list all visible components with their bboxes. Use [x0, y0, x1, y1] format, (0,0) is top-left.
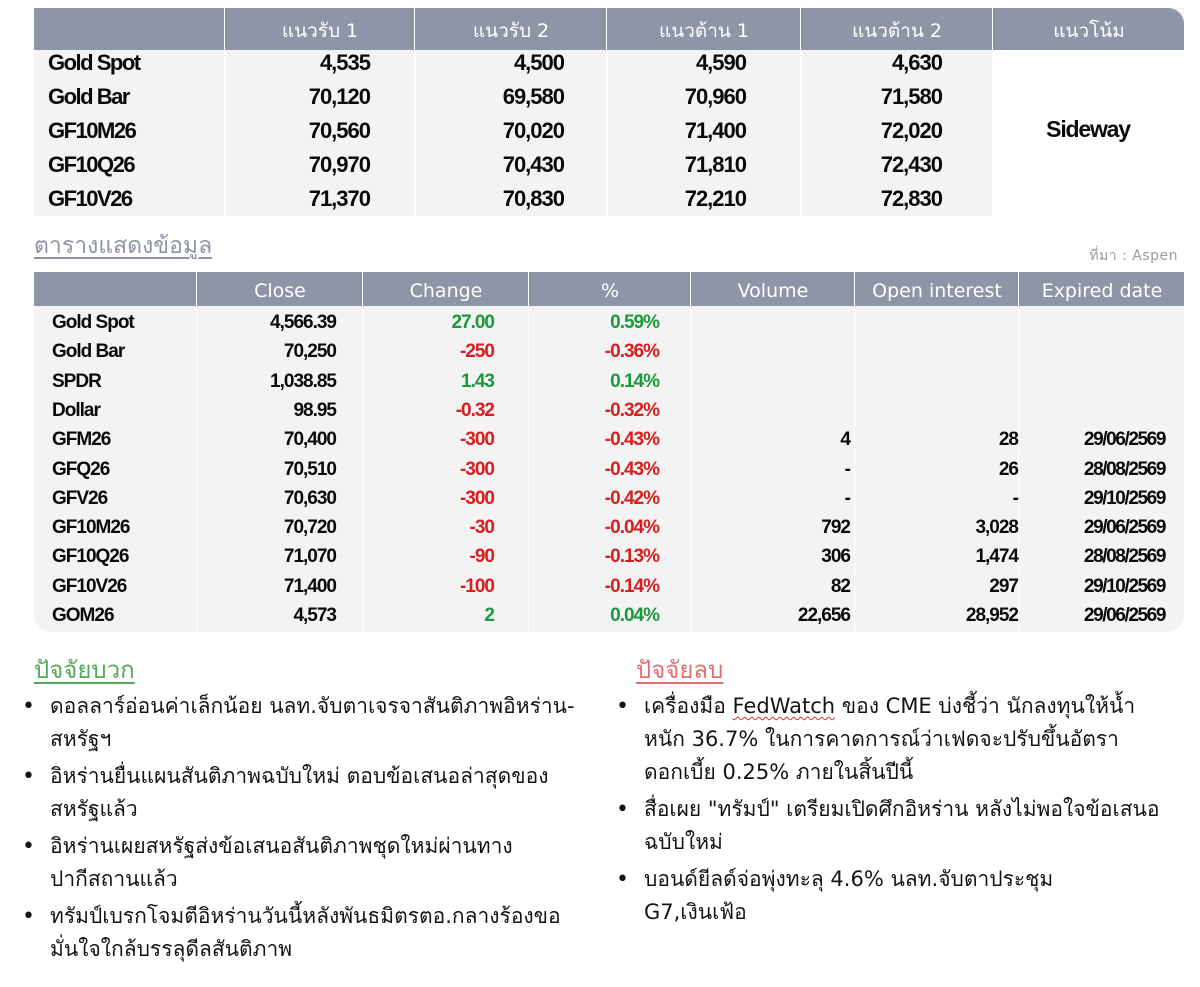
market-data-table	[34, 272, 1184, 632]
volume-value	[694, 337, 850, 366]
resistance-2-value: 71,580	[880, 84, 942, 109]
factor-text: ทรัมป์เบรกโจมตีอิหร่านวันนี้หลังพันธมิตรตอ.กลางร้องขอ มั่นใจใกล้บรรลุดีลสันติภาพ	[50, 904, 561, 961]
fedwatch-term: FedWatch	[732, 694, 836, 718]
levels-row-gold-spot	[34, 46, 992, 80]
volume-value: -	[844, 487, 850, 509]
percent-value: -0.36%	[604, 341, 659, 363]
negative-factors-title: ปัจจัยลบ	[636, 656, 724, 684]
table-row	[34, 367, 1184, 396]
row-label: Dollar	[52, 399, 100, 421]
row-label: GF10Q26	[48, 152, 135, 177]
close-value: 4,566.39	[270, 312, 336, 333]
row-label: Gold Spot	[48, 50, 140, 75]
volume-value: 4	[840, 429, 850, 451]
market-header-volume: Volume	[690, 272, 855, 306]
expired-date-value	[1020, 337, 1165, 366]
change-value: -90	[469, 546, 494, 568]
change-value: -300	[459, 487, 494, 509]
row-label: GF10M26	[52, 517, 130, 539]
change-value: -300	[459, 458, 494, 480]
expired-date-value: 28/08/2569	[1083, 546, 1165, 568]
levels-table	[34, 8, 1184, 216]
positive-factors-list	[22, 690, 582, 970]
bullet-icon: •	[616, 867, 629, 892]
row-label: GF10M26	[48, 118, 136, 143]
table-row	[34, 396, 1184, 425]
expired-date-value	[1020, 396, 1165, 425]
source-note: ที่มา : Aspen	[1089, 248, 1178, 264]
bullet-icon: •	[22, 834, 35, 859]
levels-header-resistance-2: แนวต้าน 2	[800, 8, 993, 50]
resistance-1-value: 4,590	[695, 50, 746, 75]
open-interest-value	[854, 396, 1018, 425]
row-label: GFM26	[52, 429, 111, 451]
factor-text: ดอลลาร์อ่อนค่าเล็กน้อย นลท.จับตาเจรจาสันติภาพอิหร่าน-สหรัฐฯ	[50, 694, 575, 751]
levels-table-header	[34, 8, 1184, 50]
market-header-percent: %	[528, 272, 691, 306]
market-header-blank	[34, 272, 196, 306]
list-item	[616, 863, 1161, 929]
close-value: 4,573	[293, 605, 336, 626]
close-value: 71,070	[283, 546, 336, 568]
percent-value: -0.32%	[604, 399, 659, 421]
change-value: -100	[459, 575, 494, 597]
support-1-value: 71,370	[308, 186, 370, 211]
table-row	[34, 542, 1184, 571]
close-value: 70,510	[283, 458, 336, 480]
expired-date-value: 29/10/2569	[1083, 575, 1165, 597]
volume-value: -	[844, 458, 850, 480]
resistance-2-value: 72,430	[880, 152, 942, 177]
levels-header-blank	[34, 8, 224, 50]
close-value: 70,630	[283, 487, 336, 509]
open-interest-value: 3,028	[975, 517, 1018, 539]
levels-header-resistance-1: แนวต้าน 1	[606, 8, 801, 50]
change-value: 2	[484, 605, 494, 626]
row-label: GF10V26	[48, 186, 132, 211]
change-value: 27.00	[451, 312, 494, 333]
change-value: -30	[469, 517, 494, 539]
volume-value	[694, 396, 850, 425]
factor-text: บอนด์ยีลด์จ่อพุ่งทะลุ 4.6% นลท.จับตาประชุม G7,เงินเฟ้อ	[644, 867, 1054, 924]
support-2-value: 4,500	[513, 50, 564, 75]
resistance-1-value: 71,810	[684, 152, 746, 177]
table-row	[34, 425, 1184, 454]
expired-date-value: 28/08/2569	[1083, 458, 1165, 480]
table-row	[34, 337, 1184, 366]
resistance-2-value: 4,630	[891, 50, 942, 75]
percent-value: -0.43%	[604, 458, 659, 480]
volume-value: 792	[821, 517, 850, 539]
levels-header-trend: แนวโน้ม	[992, 8, 1184, 50]
close-value: 70,250	[283, 341, 336, 363]
resistance-2-value: 72,020	[880, 118, 942, 143]
bullet-icon: •	[616, 797, 629, 822]
row-label: GF10Q26	[52, 546, 129, 568]
open-interest-value: -	[1012, 487, 1018, 509]
table-row	[34, 601, 1184, 630]
resistance-1-value: 70,960	[684, 84, 746, 109]
change-value: -250	[459, 341, 494, 363]
expired-date-value: 29/06/2569	[1083, 517, 1165, 539]
bullet-icon: •	[22, 764, 35, 789]
support-2-value: 70,830	[502, 186, 564, 211]
open-interest-value	[854, 308, 1018, 337]
factor-text: สื่อเผย "ทรัมป์" เตรียมเปิดศึกอิหร่าน หลังไม่พอใจข้อเสนอฉบับใหม่	[644, 797, 1160, 854]
row-label: Gold Spot	[52, 312, 134, 333]
volume-value	[694, 308, 850, 337]
percent-value: -0.43%	[604, 429, 659, 451]
volume-value: 22,656	[797, 605, 850, 626]
open-interest-value: 28,952	[965, 605, 1018, 626]
bullet-icon: •	[22, 904, 35, 929]
list-item	[22, 830, 582, 896]
market-header-close: Close	[196, 272, 363, 306]
volume-value: 306	[821, 546, 850, 568]
change-value: 1.43	[461, 370, 494, 392]
table-row	[34, 455, 1184, 484]
percent-value: -0.14%	[604, 575, 659, 597]
close-value: 70,400	[283, 429, 336, 451]
table-row	[34, 484, 1184, 513]
change-value: -0.32	[455, 399, 494, 421]
list-item	[616, 793, 1161, 859]
support-2-value: 69,580	[502, 84, 564, 109]
change-value: -300	[459, 429, 494, 451]
support-1-value: 70,120	[308, 84, 370, 109]
expired-date-value: 29/10/2569	[1083, 487, 1165, 509]
row-label: GOM26	[52, 605, 114, 626]
table-row	[34, 308, 1184, 337]
row-label: Gold Bar	[52, 341, 125, 363]
negative-factors-list	[616, 690, 1161, 933]
row-label: GFV26	[52, 487, 108, 509]
levels-row-gold-bar	[34, 80, 992, 114]
open-interest-value	[854, 337, 1018, 366]
market-header-change: Change	[362, 272, 529, 306]
percent-value: -0.04%	[604, 517, 659, 539]
bullet-icon: •	[22, 694, 35, 719]
support-2-value: 70,430	[502, 152, 564, 177]
expired-date-value: 29/06/2569	[1083, 429, 1165, 451]
row-label: GF10V26	[52, 575, 127, 597]
positive-factors-title: ปัจจัยบวก	[34, 656, 135, 684]
list-item	[22, 900, 582, 966]
factor-text: อิหร่านเผยสหรัฐส่งข้อเสนอสันติภาพชุดใหม่ผ่านทางปากีสถานแล้ว	[50, 834, 513, 891]
expired-date-value	[1020, 367, 1165, 396]
resistance-1-value: 71,400	[684, 118, 746, 143]
open-interest-value	[854, 367, 1018, 396]
levels-header-support-1: แนวรับ 1	[224, 8, 415, 50]
percent-value: 0.04%	[610, 605, 659, 626]
support-1-value: 4,535	[319, 50, 370, 75]
list-item	[22, 760, 582, 826]
row-label: GFQ26	[52, 458, 110, 480]
trend-cell	[992, 50, 1184, 216]
market-header-expired-date: Expired date	[1018, 272, 1184, 306]
bullet-icon: •	[616, 694, 629, 719]
row-label: Gold Bar	[48, 84, 129, 109]
expired-date-value: 29/06/2569	[1083, 605, 1165, 626]
close-value: 71,400	[283, 575, 336, 597]
expired-date-value	[1020, 308, 1165, 337]
trend-value: Sideway	[1046, 116, 1130, 142]
volume-value: 82	[830, 575, 850, 597]
market-header-open-interest: Open interest	[854, 272, 1019, 306]
levels-header-support-2: แนวรับ 2	[414, 8, 607, 50]
close-value: 98.95	[293, 399, 336, 421]
close-value: 1,038.85	[270, 370, 336, 392]
factor-text: อิหร่านยื่นแผนสันติภาพฉบับใหม่ ตอบข้อเสนอล่าสุดของสหรัฐแล้ว	[50, 764, 549, 821]
market-table-header	[34, 272, 1184, 306]
table-row	[34, 572, 1184, 601]
factor-text-pre: เครื่องมือ	[644, 694, 733, 718]
resistance-1-value: 72,210	[684, 186, 746, 211]
list-item	[616, 690, 1161, 789]
percent-value: -0.42%	[604, 487, 659, 509]
open-interest-value: 26	[998, 458, 1018, 480]
levels-row-gf10v26	[34, 182, 992, 216]
resistance-2-value: 72,830	[880, 186, 942, 211]
open-interest-value: 1,474	[975, 546, 1018, 568]
close-value: 70,720	[283, 517, 336, 539]
support-1-value: 70,970	[308, 152, 370, 177]
open-interest-value: 28	[998, 429, 1018, 451]
list-item	[22, 690, 582, 756]
levels-row-gf10q26	[34, 148, 992, 182]
table-row	[34, 513, 1184, 542]
levels-row-gf10m26	[34, 114, 992, 148]
row-label: SPDR	[52, 370, 101, 392]
percent-value: 0.14%	[610, 370, 659, 392]
support-2-value: 70,020	[502, 118, 564, 143]
open-interest-value: 297	[989, 575, 1018, 597]
support-1-value: 70,560	[308, 118, 370, 143]
volume-value	[694, 367, 850, 396]
table-caption: ตารางแสดงข้อมูล	[34, 233, 213, 259]
factor-text-post: ของ CME บ่งชี้ว่า นักลงทุนให้น้ำหนัก 36.7% ในการคาดการณ์ว่าเฟดจะปรับขึ้นอัตราดอกเบี้ย 0.25% ภายในสิ้นปีนี้	[644, 694, 1136, 784]
percent-value: -0.13%	[604, 546, 659, 568]
percent-value: 0.59%	[610, 312, 659, 333]
